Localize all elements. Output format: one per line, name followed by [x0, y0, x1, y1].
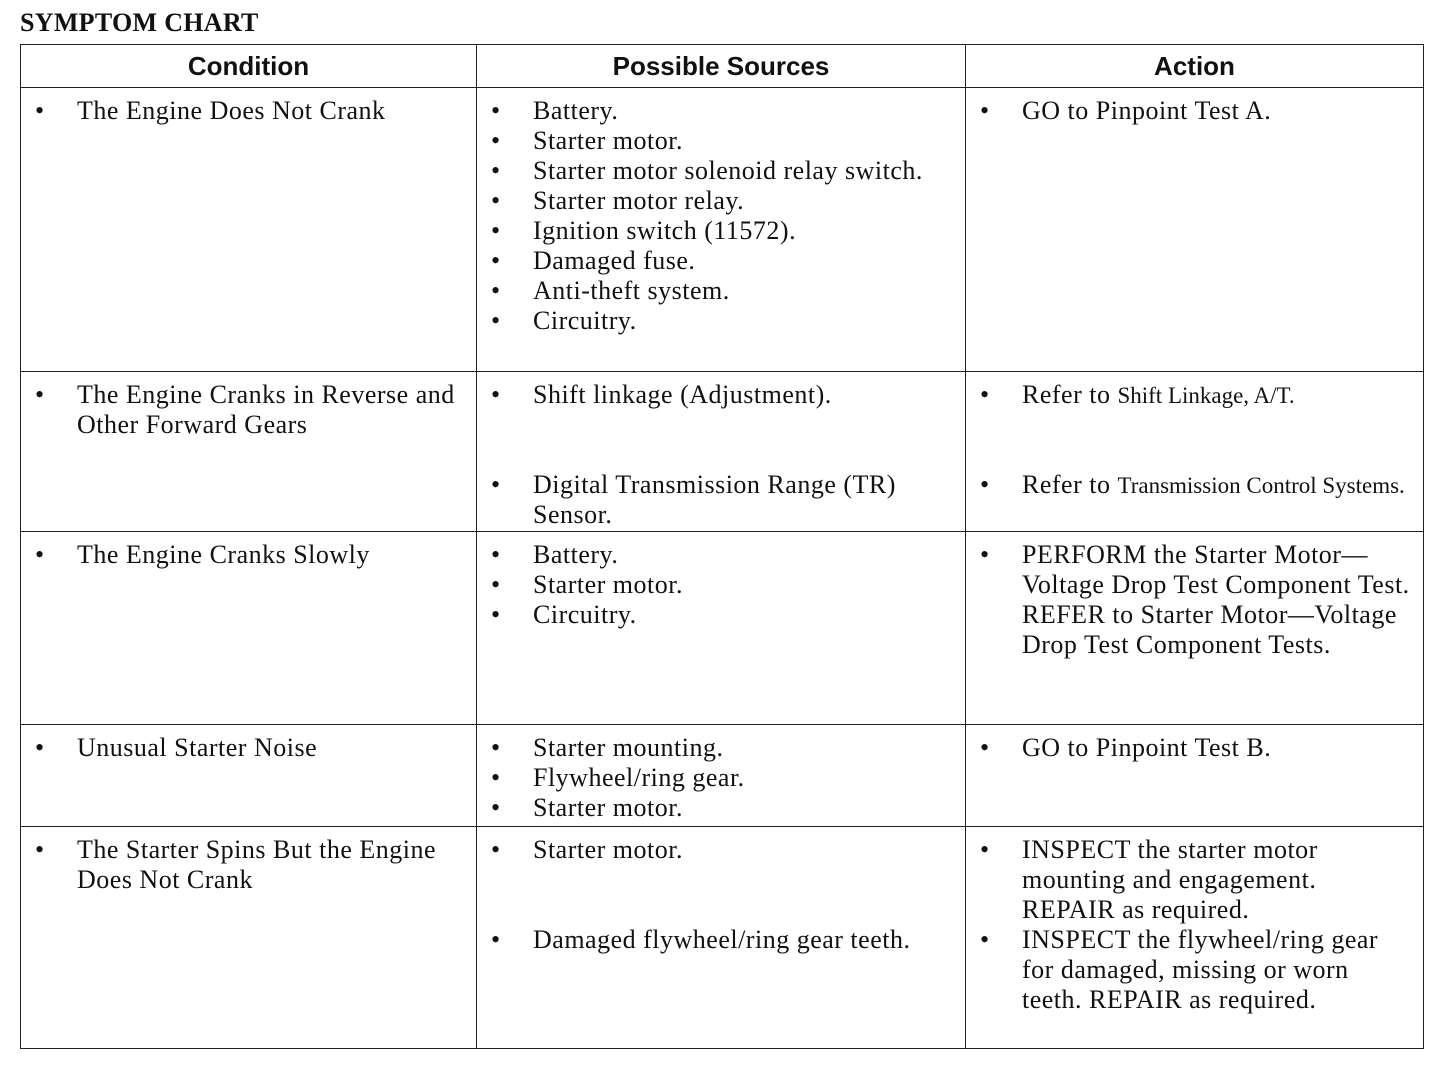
action-item: • PERFORM the Starter Motor—Voltage Drop Test Component Test. REFER to Starter Motor—Voltage Drop Test Component Tests.	[966, 540, 1423, 660]
source-item: • Starter motor.	[477, 835, 965, 865]
source-item: • Damaged flywheel/ring gear teeth.	[477, 925, 965, 955]
action-cell	[966, 827, 1424, 1049]
condition-cell	[21, 532, 477, 725]
action-item: • INSPECT the starter motor mounting and engagement. REPAIR as required.	[966, 835, 1423, 925]
sources-cell	[477, 372, 966, 532]
table-row	[21, 88, 1424, 372]
condition-text: • The Engine Does Not Crank	[21, 96, 476, 126]
table-row	[21, 725, 1424, 827]
action-prefix: Refer to	[1022, 380, 1111, 409]
transmission-control-reference: Transmission Control Systems.	[1117, 473, 1405, 498]
source-item: • Digital Transmission Range (TR) Sensor.	[477, 470, 965, 530]
table-row	[21, 372, 1424, 532]
action-cell	[966, 372, 1424, 532]
action-prefix: Refer to	[1022, 470, 1111, 499]
action-item	[966, 380, 1423, 411]
condition-cell	[21, 725, 477, 827]
action-item	[966, 471, 1423, 499]
source-item: • Circuitry.	[477, 600, 965, 630]
source-item: • Ignition switch (11572).	[477, 216, 965, 246]
action-cell	[966, 88, 1424, 372]
condition-text: • Unusual Starter Noise	[21, 733, 476, 763]
source-item: • Starter motor.	[477, 126, 965, 156]
table-row	[21, 827, 1424, 1049]
condition-text: • The Engine Cranks Slowly	[21, 540, 476, 570]
action-cell	[966, 725, 1424, 827]
page-title: SYMPTOM CHART	[20, 8, 259, 37]
source-item: • Anti-theft system.	[477, 276, 965, 306]
source-item: • Starter mounting.	[477, 733, 965, 763]
action-item: • GO to Pinpoint Test B.	[966, 733, 1423, 763]
sources-cell	[477, 827, 966, 1049]
source-item: • Damaged fuse.	[477, 246, 965, 276]
header-condition: Condition	[21, 45, 477, 88]
table-header-row	[21, 45, 1424, 88]
header-action: Action	[966, 45, 1424, 88]
source-item: • Flywheel/ring gear.	[477, 763, 965, 793]
table-row	[21, 532, 1424, 725]
action-item: • GO to Pinpoint Test A.	[966, 96, 1423, 126]
shift-linkage-reference: Shift Linkage, A/T.	[1117, 383, 1295, 408]
source-item: • Battery.	[477, 540, 965, 570]
source-item: • Circuitry.	[477, 306, 965, 336]
condition-text: • The Starter Spins But the Engine Does Not Crank	[21, 835, 476, 895]
condition-cell	[21, 372, 477, 532]
action-item: • INSPECT the flywheel/ring gear for damaged, missing or worn teeth. REPAIR as required.	[966, 925, 1423, 1015]
header-possible-sources: Possible Sources	[477, 45, 966, 88]
condition-text: • The Engine Cranks in Reverse and Other Forward Gears	[21, 380, 476, 440]
condition-cell	[21, 827, 477, 1049]
condition-cell	[21, 88, 477, 372]
source-item: • Battery.	[477, 96, 965, 126]
sources-cell	[477, 88, 966, 372]
action-cell	[966, 532, 1424, 725]
sources-cell	[477, 532, 966, 725]
sources-cell	[477, 725, 966, 827]
source-item: • Starter motor.	[477, 793, 965, 823]
source-item: • Shift linkage (Adjustment).	[477, 380, 965, 410]
source-item: • Starter motor relay.	[477, 186, 965, 216]
source-item: • Starter motor.	[477, 570, 965, 600]
source-item: • Starter motor solenoid relay switch.	[477, 156, 965, 186]
symptom-chart-table	[20, 44, 1424, 1049]
